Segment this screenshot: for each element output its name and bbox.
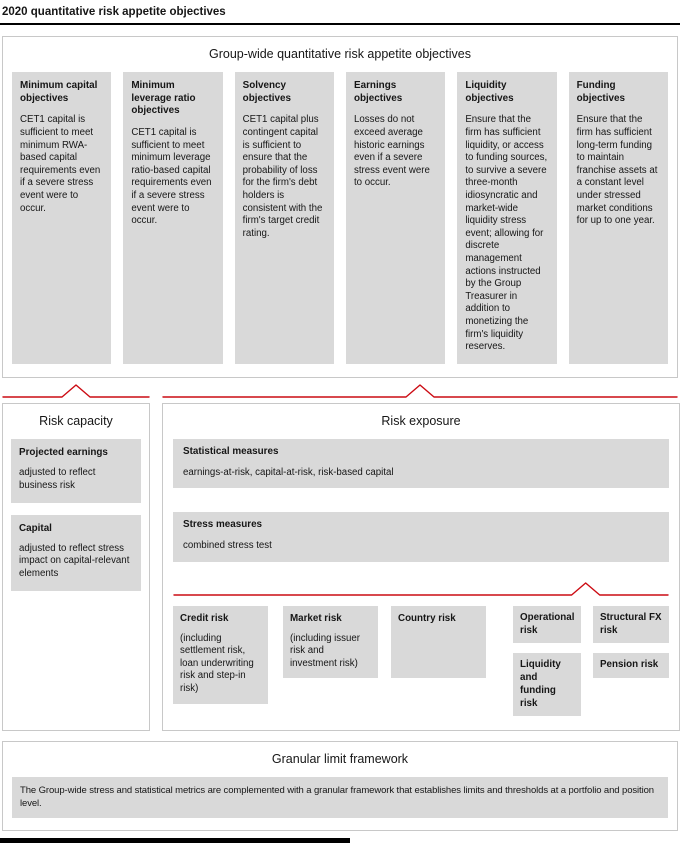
granular-limit-framework-box xyxy=(2,741,678,831)
objective-body: CET1 capital is sufficient to meet minimum RWA-based capital requirements even if a severe stress event were to occur. xyxy=(20,114,101,214)
objective-title: Liquidity objectives xyxy=(465,80,514,104)
block-title: Liquidity and funding risk xyxy=(520,659,561,709)
objective-body: CET1 capital is sufficient to meet minimum leverage ratio-based capital requirements even if a severe stress event were to occur. xyxy=(131,127,212,227)
block-body: combined stress test xyxy=(183,540,272,552)
block-title: Statistical measures xyxy=(183,445,279,457)
operational-risk-block xyxy=(513,606,581,643)
risk-capacity-heading: Risk capacity xyxy=(39,413,113,428)
statistical-measures-block xyxy=(173,439,669,488)
block-body: (including settlement risk, loan underwriting risk and step-in risk) xyxy=(180,632,254,695)
block-body: (including issuer risk and investment risk) xyxy=(290,632,360,669)
figure-header xyxy=(0,0,680,25)
block-title: Stress measures xyxy=(183,519,263,531)
risk-types-stack-2 xyxy=(593,606,669,678)
brace-to-risk-exposure-icon xyxy=(162,382,678,399)
block-body: earnings-at-risk, capital-at-risk, risk-based capital xyxy=(183,466,394,478)
objective-column-liquidity xyxy=(457,72,556,364)
brace-to-risk-types-icon xyxy=(173,580,669,597)
groupwide-objectives-box xyxy=(2,36,678,378)
page-title: 2020 quantitative risk appetite objectives xyxy=(2,6,226,18)
block-title: Pension risk xyxy=(600,659,659,671)
market-risk-block xyxy=(283,606,378,679)
objective-title: Earnings objectives xyxy=(353,80,403,104)
objective-body: CET1 capital plus contingent capital is sufficient to ensure that the probability of loss for the firm's debt holders is consistent with the firm's target credit rating. xyxy=(242,114,323,239)
brace-to-risk-types-wrap xyxy=(173,580,669,599)
objective-column-funding xyxy=(569,72,668,364)
stress-measures-block xyxy=(173,512,669,561)
objective-title: Solvency objectives xyxy=(242,80,291,104)
block-title: Operational risk xyxy=(520,611,575,636)
connector-row xyxy=(0,380,680,401)
risk-types-row xyxy=(173,606,669,716)
risk-exposure-heading: Risk exposure xyxy=(381,413,461,428)
granular-body: The Group-wide stress and statistical metrics are complemented with a granular framework that establishes limits and thresholds at a portfolio and position level. xyxy=(12,777,668,818)
middle-row xyxy=(2,403,678,731)
block-body: adjusted to reflect business risk xyxy=(19,466,96,491)
objective-column-solvency xyxy=(235,72,334,364)
brace-to-risk-capacity-icon xyxy=(2,382,150,399)
projected-earnings-block xyxy=(11,439,141,503)
risk-types-stack-1 xyxy=(513,606,581,716)
footer-rule xyxy=(0,838,350,843)
credit-risk-block xyxy=(173,606,268,704)
pension-risk-block xyxy=(593,653,669,678)
block-title: Market risk xyxy=(290,612,342,624)
objective-column-earnings xyxy=(346,72,445,364)
granular-heading: Granular limit framework xyxy=(271,752,409,767)
objective-title: Funding objectives xyxy=(576,80,625,104)
objective-columns xyxy=(12,72,668,364)
country-risk-block xyxy=(391,606,486,678)
groupwide-heading: Group-wide quantitative risk appetite objectives xyxy=(209,47,471,61)
objective-column-minimum-leverage xyxy=(123,72,222,364)
objective-body: Ensure that the firm has sufficient long-term funding to maintain franchise assets at a constant level under stressed market conditions for up to one year. xyxy=(576,114,658,227)
block-title: Projected earnings xyxy=(19,446,108,458)
risk-capacity-box xyxy=(2,403,150,731)
block-body: adjusted to reflect stress impact on capital-relevant elements xyxy=(19,542,130,580)
objective-column-minimum-capital xyxy=(12,72,111,364)
liquidity-and-funding-risk-block xyxy=(513,653,581,716)
capital-block xyxy=(11,515,141,591)
block-title: Country risk xyxy=(398,612,456,624)
objective-title: Minimum capital objectives xyxy=(20,80,98,104)
risk-exposure-box xyxy=(162,403,680,731)
objective-body: Ensure that the firm has sufficient liquidity, or access to funding sources, to survive a severe three-month idiosyncratic and market-wide liquidity stress event; allowing for discrete management actions instructed by the Group Treasurer in addition to monetizing the firm's liquidity reserves. xyxy=(465,114,548,353)
block-title: Capital xyxy=(19,522,52,534)
block-title: Structural FX risk xyxy=(600,611,662,636)
structural-fx-risk-block xyxy=(593,606,669,643)
objective-title: Minimum leverage ratio objectives xyxy=(131,80,196,117)
objective-body: Losses do not exceed average historic earnings even if a severe stress event were to occur. xyxy=(353,114,430,189)
block-title: Credit risk xyxy=(180,612,229,624)
